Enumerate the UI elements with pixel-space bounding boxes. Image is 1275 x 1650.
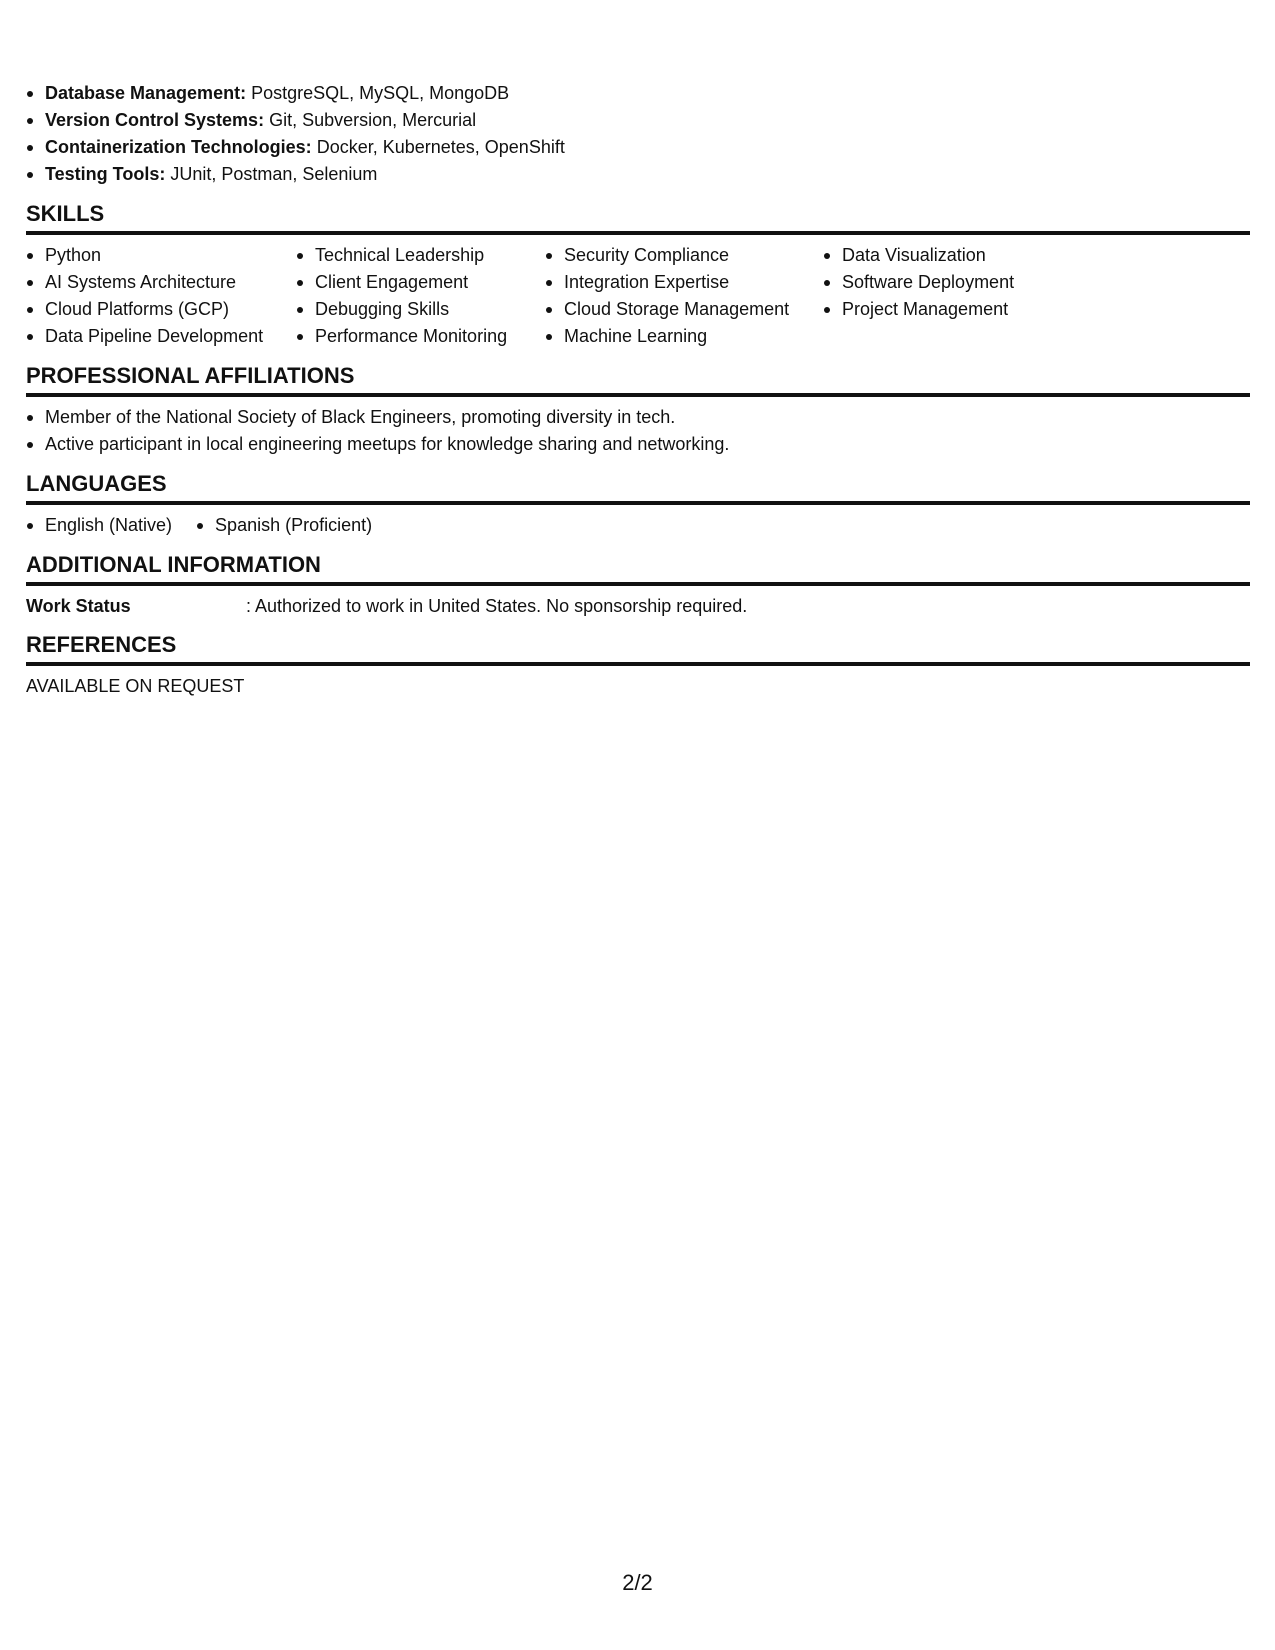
skills-grid [26,242,1250,350]
tool-item-database: Database Management: PostgreSQL, MySQL, MongoDB [26,80,1250,107]
language-item: Spanish (Proficient) [196,512,372,539]
page-number: 2/2 [622,1570,653,1595]
work-status-row [26,593,1250,619]
section-heading-references: REFERENCES [26,632,1250,666]
skill-item: Client Engagement [296,269,545,296]
skill-item: Integration Expertise [545,269,823,296]
affiliations-list [26,404,1250,458]
skills-column-3 [545,242,823,350]
tool-item-version-control: Version Control Systems: Git, Subversion, Mercurial [26,107,1250,134]
skills-column-4 [823,242,1250,350]
skill-item: AI Systems Architecture [26,269,296,296]
work-status-value: : Authorized to work in United States. No sponsorship required. [246,596,748,616]
skills-column-2 [296,242,545,350]
skill-item: Performance Monitoring [296,323,545,350]
skill-item: Project Management [823,296,1250,323]
section-heading-additional-information: ADDITIONAL INFORMATION [26,552,1250,586]
skill-item: Python [26,242,296,269]
skill-item: Cloud Storage Management [545,296,823,323]
resume-page [26,80,1250,699]
section-heading-affiliations: PROFESSIONAL AFFILIATIONS [26,363,1250,397]
section-heading-skills: SKILLS [26,201,1250,235]
skill-item: Software Deployment [823,269,1250,296]
affiliation-item: Active participant in local engineering meetups for knowledge sharing and networking. [26,431,1250,458]
section-heading-languages: LANGUAGES [26,471,1250,505]
skill-item: Security Compliance [545,242,823,269]
tool-item-testing: Testing Tools: JUnit, Postman, Selenium [26,161,1250,188]
skill-item: Data Pipeline Development [26,323,296,350]
skill-item: Cloud Platforms (GCP) [26,296,296,323]
skill-item: Data Visualization [823,242,1250,269]
languages-list [26,512,1250,539]
tool-item-containerization: Containerization Technologies: Docker, Kubernetes, OpenShift [26,134,1250,161]
language-item: English (Native) [26,512,172,539]
work-status-label: Work Status [26,596,131,616]
affiliation-item: Member of the National Society of Black Engineers, promoting diversity in tech. [26,404,1250,431]
skill-item: Technical Leadership [296,242,545,269]
skills-column-1 [26,242,296,350]
references-text: AVAILABLE ON REQUEST [26,676,245,696]
skill-item: Machine Learning [545,323,823,350]
skill-item: Debugging Skills [296,296,545,323]
tools-list [26,80,1250,188]
